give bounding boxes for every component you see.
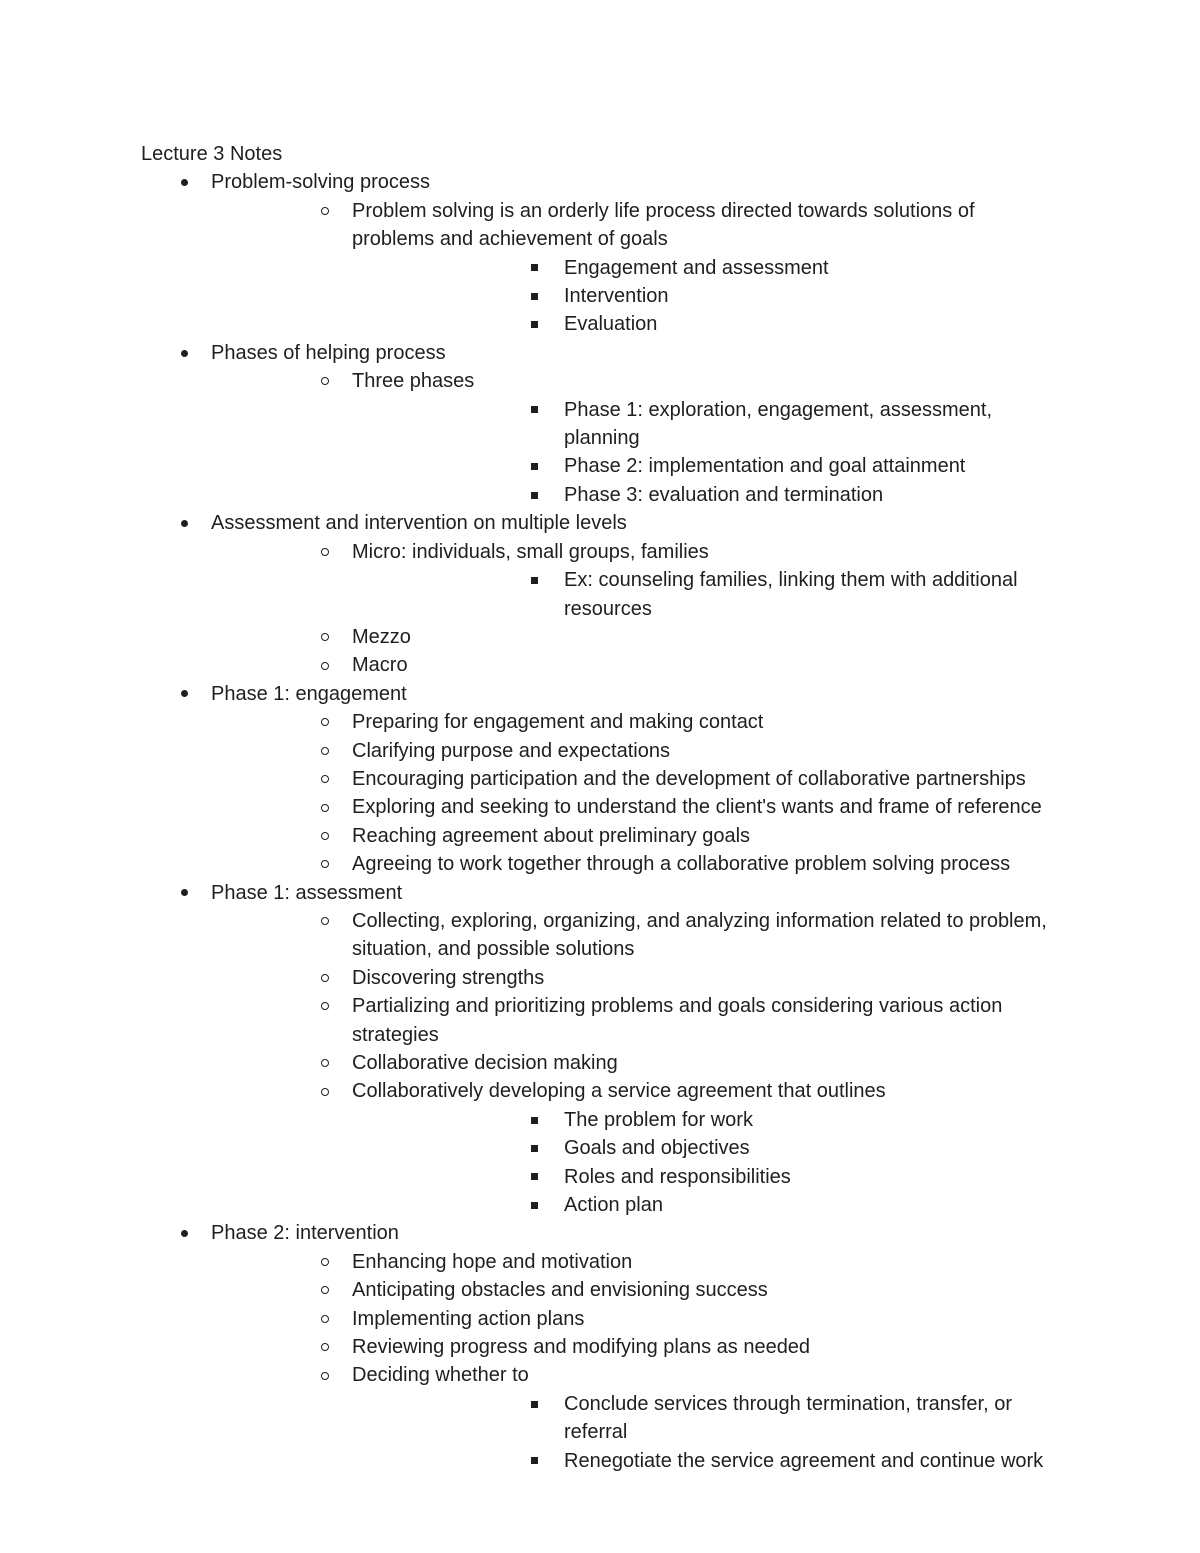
outline-item-level-2 [211, 737, 1061, 765]
square-bullet-icon [531, 1457, 538, 1464]
hollow-circle-bullet-icon [321, 775, 329, 783]
bullet-marker [318, 1077, 332, 1105]
bullet-marker [318, 1276, 332, 1304]
outline-item-level-2 [211, 907, 1061, 964]
bullet-marker [177, 1219, 191, 1247]
outline-item-text: The problem for work [564, 1108, 753, 1131]
bullet-marker [527, 566, 541, 594]
hollow-circle-bullet-icon [321, 377, 329, 385]
outline-item-text: Evaluation [564, 313, 658, 336]
square-bullet-icon [531, 321, 538, 328]
square-bullet-icon [531, 492, 538, 499]
bullet-marker [318, 992, 332, 1020]
bullet-marker [318, 964, 332, 992]
bullet-marker [318, 850, 332, 878]
outline-item-level-2 [211, 1305, 1061, 1333]
outline-item-text: Mezzo [352, 625, 411, 648]
hollow-circle-bullet-icon [321, 1315, 329, 1323]
sub-sub-list [352, 1106, 1061, 1220]
square-bullet-icon [531, 577, 538, 584]
square-bullet-icon [531, 293, 538, 300]
outline-item-text: Reaching agreement about preliminary goals [352, 824, 751, 847]
outline-item-text: Collaborative decision making [352, 1052, 618, 1074]
outline-item-level-1 [141, 1219, 1061, 1475]
outline-item-text: Discovering strengths [352, 966, 545, 989]
outline-item-text: Implementing action plans [352, 1307, 585, 1330]
outline-item-level-2 [211, 623, 1061, 651]
outline-item-text: Phase 1: exploration, engagement, assessment, planning [564, 398, 993, 450]
square-bullet-icon [531, 406, 538, 413]
bullet-marker [318, 1248, 332, 1276]
outline-item-level-3 [352, 452, 1061, 480]
bullet-marker [527, 254, 541, 282]
outline-item-level-3 [352, 1390, 1061, 1447]
outline-item-text: Engagement and assessment [564, 256, 829, 279]
outline-item-level-2 [211, 850, 1061, 878]
outline-item-text: Roles and responsibilities [564, 1165, 791, 1188]
bullet-marker [527, 1191, 541, 1219]
bullet-marker [527, 1106, 541, 1134]
bullet-marker [318, 793, 332, 821]
square-bullet-icon [531, 1202, 538, 1209]
hollow-circle-bullet-icon [321, 974, 329, 982]
outline-item-text: Preparing for engagement and making contact [352, 711, 764, 734]
bullet-marker [527, 1134, 541, 1162]
outline-item-level-3 [352, 1163, 1061, 1191]
outline-item-level-2 [211, 1049, 1061, 1077]
filled-circle-bullet-icon [181, 520, 188, 527]
bullet-marker [318, 822, 332, 850]
outline-item-text: Exploring and seeking to understand the client's wants and frame of reference [352, 796, 1042, 819]
bullet-marker [318, 651, 332, 679]
bullet-marker [318, 1333, 332, 1361]
outline-item-text: Assessment and intervention on multiple levels [211, 512, 627, 535]
document-title: Lecture 3 Notes [141, 143, 283, 165]
outline-item-level-3 [352, 396, 1061, 453]
sub-list [211, 538, 1061, 680]
outline-item-level-2 [211, 538, 1061, 623]
outline-item-level-2 [211, 651, 1061, 679]
outline-item-level-3 [352, 481, 1061, 509]
hollow-circle-bullet-icon [321, 747, 329, 755]
outline-item-level-2 [211, 1361, 1061, 1475]
bullet-marker [318, 737, 332, 765]
bullet-marker [527, 1390, 541, 1418]
outline-item-level-3 [352, 1191, 1061, 1219]
outline-item-text: Conclude services through termination, transfer, or referral [564, 1392, 1012, 1444]
outline-item-text: Intervention [564, 285, 669, 308]
outline-item-text: Goals and objectives [564, 1137, 750, 1160]
hollow-circle-bullet-icon [321, 1343, 329, 1351]
bullet-marker [318, 1361, 332, 1389]
outline-item-text: Reviewing progress and modifying plans as needed [352, 1336, 811, 1359]
outline-item-text: Collaboratively developing a service agreement that outlines [352, 1080, 886, 1103]
outline-item-level-1 [141, 339, 1061, 509]
filled-circle-bullet-icon [181, 179, 188, 186]
outline-item-level-3 [352, 1106, 1061, 1134]
bullet-marker [318, 623, 332, 651]
outline-item-level-2 [211, 197, 1061, 339]
filled-circle-bullet-icon [181, 690, 188, 697]
bullet-marker [527, 396, 541, 424]
square-bullet-icon [531, 1401, 538, 1408]
bullet-marker [527, 310, 541, 338]
outline-item-text: Action plan [564, 1194, 663, 1217]
sub-sub-list [352, 566, 1061, 623]
hollow-circle-bullet-icon [321, 662, 329, 670]
outline-item-level-3 [352, 1134, 1061, 1162]
hollow-circle-bullet-icon [321, 1059, 329, 1067]
sub-list [211, 1248, 1061, 1475]
bullet-marker [527, 1163, 541, 1191]
filled-circle-bullet-icon [181, 889, 188, 896]
outline-item-text: Phases of helping process [211, 341, 446, 364]
sub-sub-list [352, 254, 1061, 339]
outline-item-level-2 [211, 793, 1061, 821]
outline-item-text: Phase 1: assessment [211, 881, 403, 904]
outline-item-level-3 [352, 566, 1061, 623]
bullet-marker [527, 481, 541, 509]
outline-item-level-2 [211, 1276, 1061, 1304]
square-bullet-icon [531, 1117, 538, 1124]
outline-item-level-3 [352, 1447, 1061, 1475]
outline-item-level-1 [141, 509, 1061, 679]
square-bullet-icon [531, 264, 538, 271]
hollow-circle-bullet-icon [321, 1002, 329, 1010]
bullet-marker [527, 1447, 541, 1475]
outline-item-level-2 [211, 964, 1061, 992]
outline-item-level-2 [211, 765, 1061, 793]
outline-item-text: Renegotiate the service agreement and continue work [564, 1449, 1044, 1472]
bullet-marker [318, 1049, 332, 1077]
filled-circle-bullet-icon [181, 1230, 188, 1237]
sub-list [211, 708, 1061, 878]
outline-item-text: Problem solving is an orderly life process directed towards solutions of problems and achievement of goals [352, 199, 975, 251]
outline-item-level-2 [211, 1077, 1061, 1219]
hollow-circle-bullet-icon [321, 633, 329, 641]
outline-item-level-1 [141, 680, 1061, 879]
outline-item-level-2 [211, 1248, 1061, 1276]
hollow-circle-bullet-icon [321, 1258, 329, 1266]
bullet-marker [318, 708, 332, 736]
outline-item-level-2 [211, 992, 1061, 1049]
outline-item-text: Phase 2: implementation and goal attainment [564, 455, 966, 478]
hollow-circle-bullet-icon [321, 804, 329, 812]
hollow-circle-bullet-icon [321, 207, 329, 215]
square-bullet-icon [531, 463, 538, 470]
outline-item-level-1 [141, 879, 1061, 1220]
bullet-marker [318, 367, 332, 395]
sub-list [211, 197, 1061, 339]
document-page [141, 140, 1061, 1475]
outline-item-text: Micro: individuals, small groups, families [352, 540, 709, 563]
sub-list [211, 367, 1061, 509]
outline-item-level-2 [211, 1333, 1061, 1361]
bullet-marker [527, 282, 541, 310]
hollow-circle-bullet-icon [321, 1088, 329, 1096]
outline-item-level-3 [352, 310, 1061, 338]
square-bullet-icon [531, 1145, 538, 1152]
outline-item-level-2 [211, 367, 1061, 509]
bullet-marker [177, 879, 191, 907]
hollow-circle-bullet-icon [321, 832, 329, 840]
outline-item-text: Partializing and prioritizing problems and goals considering various action strategies [352, 995, 1003, 1046]
outline-item-text: Deciding whether to [352, 1364, 529, 1387]
outline-item-text: Phase 2: intervention [211, 1222, 399, 1245]
outline-item-level-2 [211, 822, 1061, 850]
outline-item-level-2 [211, 708, 1061, 736]
outline-item-text: Anticipating obstacles and envisioning success [352, 1279, 768, 1302]
outline-item-level-1 [141, 168, 1061, 338]
outline-item-text: Clarifying purpose and expectations [352, 739, 670, 762]
hollow-circle-bullet-icon [321, 1372, 329, 1380]
bullet-marker [318, 538, 332, 566]
bullet-marker [177, 680, 191, 708]
bullet-marker [177, 168, 191, 196]
outline-item-text: Problem-solving process [211, 171, 430, 194]
bullet-marker [318, 1305, 332, 1333]
square-bullet-icon [531, 1173, 538, 1180]
bullet-marker [318, 765, 332, 793]
outline-item-text: Agreeing to work together through a collaborative problem solving process [352, 853, 1011, 876]
sub-list [211, 907, 1061, 1219]
outline-item-level-3 [352, 282, 1061, 310]
hollow-circle-bullet-icon [321, 548, 329, 556]
outline-item-text: Phase 1: engagement [211, 682, 407, 705]
outline-item-level-3 [352, 254, 1061, 282]
outline-item-text: Encouraging participation and the development of collaborative partnerships [352, 767, 1026, 790]
bullet-marker [177, 339, 191, 367]
hollow-circle-bullet-icon [321, 860, 329, 868]
sub-sub-list [352, 1390, 1061, 1475]
hollow-circle-bullet-icon [321, 917, 329, 925]
outline-item-text: Three phases [352, 370, 475, 393]
hollow-circle-bullet-icon [321, 1286, 329, 1294]
bullet-marker [318, 907, 332, 935]
hollow-circle-bullet-icon [321, 718, 329, 726]
outline-item-text: Ex: counseling families, linking them with additional resources [564, 569, 1018, 620]
bullet-marker [527, 452, 541, 480]
outline-list [141, 168, 1061, 1475]
outline-item-text: Macro [352, 654, 408, 677]
outline-item-text: Enhancing hope and motivation [352, 1250, 633, 1273]
sub-sub-list [352, 396, 1061, 510]
filled-circle-bullet-icon [181, 350, 188, 357]
bullet-marker [177, 509, 191, 537]
bullet-marker [318, 197, 332, 225]
outline-item-text: Collecting, exploring, organizing, and analyzing information related to problem, situation, and possible solutions [352, 909, 1047, 961]
outline-item-text: Phase 3: evaluation and termination [564, 483, 884, 506]
